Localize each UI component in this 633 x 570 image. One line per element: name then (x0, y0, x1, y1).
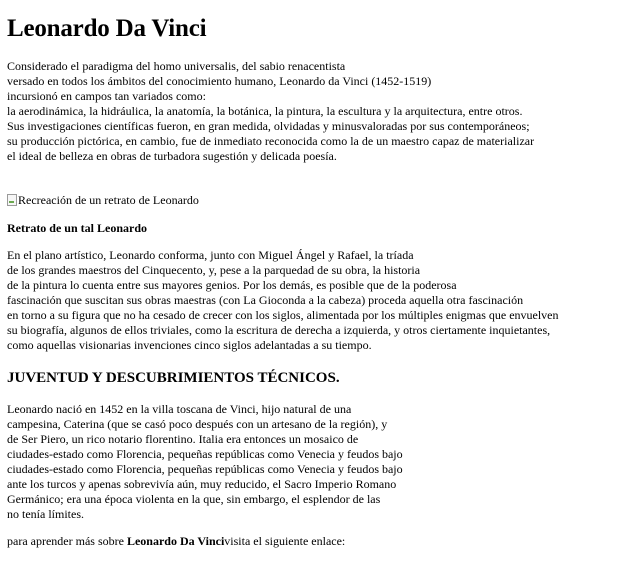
art-line: de los grandes maestros del Cinquecento, y, pese a la parquedad de su obra, la historia (7, 263, 421, 277)
article (7, 0, 627, 549)
intro-line: la aerodinámica, la hidráulica, la anatomía, la botánica, la pintura, la escultura y la arquitectura, entre otros. (7, 104, 523, 118)
image-caption: Retrato de un tal Leonardo (7, 221, 147, 235)
art-line: su biografía, algunos de ellos triviales, como la escritura de derecha a izquierda, y otros ciertamente inquietantes, (7, 323, 551, 337)
portrait-image-alt-text: Recreación de un retrato de Leonardo (18, 193, 199, 207)
intro-line: el ideal de belleza en obras de turbadora sugestión y delicada poesía. (7, 149, 337, 163)
art-line: en torno a su figura que no ha cesado de crecer con los siglos, alimentada por los múltiples enigmas que envuelven (7, 308, 559, 322)
intro-line: Considerado el paradigma del homo universalis, del sabio renacentista (7, 59, 346, 73)
youth-line: Leonardo nació en 1452 en la villa toscana de Vinci, hijo natural de una (7, 402, 352, 416)
art-line: como aquellas visionarias invenciones cinco siglos adelantadas a su tiempo. (7, 338, 372, 352)
youth-line: de Ser Piero, un rico notario florentino. Italia era entonces un mosaico de (7, 432, 359, 446)
art-line: fascinación que suscitan sus obras maestras (con La Gioconda a la cabeza) proceda aquella otra fascinación (7, 293, 524, 307)
learn-more-name: Leonardo Da Vinci (126, 534, 225, 548)
portrait-image-placeholder (7, 192, 627, 208)
intro-line: versado en todos los ámbitos del conocimiento humano, Leonardo da Vinci (1452-1519) (7, 74, 432, 88)
learn-more-line (7, 534, 627, 549)
youth-line: ciudades-estado como Florencia, pequeñas repúblicas como Venecia y feudos bajo (7, 462, 403, 476)
intro-line: su producción pictórica, en cambio, fue de inmediato reconocida como la de un maestro capaz de materializar (7, 134, 535, 148)
page-title: Leonardo Da Vinci (7, 15, 207, 42)
youth-line: Germánico; era una época violenta en la que, sin embargo, el esplendor de las (7, 492, 381, 506)
youth-line: ante los turcos y apenas sobrevivía aún, muy reducido, el Sacro Imperio Romano (7, 477, 397, 491)
art-line: En el plano artístico, Leonardo conforma, junto con Miguel Ángel y Rafael, la tríada (7, 248, 414, 262)
intro-line: Sus investigaciones científicas fueron, en gran medida, olvidadas y minusvaloradas por sus contemporáneos; (7, 119, 530, 133)
section-heading: JUVENTUD Y DESCUBRIMIENTOS TÉCNICOS. (7, 370, 340, 386)
intro-line: incursionó en campos tan variados como: (7, 89, 206, 103)
broken-image-icon (7, 194, 17, 206)
youth-line: ciudades-estado como Florencia, pequeñas repúblicas como Venecia y feudos bajo (7, 447, 403, 461)
learn-more-prefix: para aprender más sobre (7, 534, 127, 548)
art-paragraph (7, 248, 627, 353)
learn-more-suffix: visita el siguiente enlace: (224, 534, 346, 548)
youth-paragraph (7, 402, 627, 522)
youth-line: no tenía límites. (7, 507, 84, 521)
intro-paragraph (7, 59, 627, 164)
art-line: de la pintura lo cuenta entre sus mayores genios. Por los demás, es posible que de la poderosa (7, 278, 457, 292)
youth-line: campesina, Caterina (que se casó poco después con un artesano de la región), y (7, 417, 388, 431)
